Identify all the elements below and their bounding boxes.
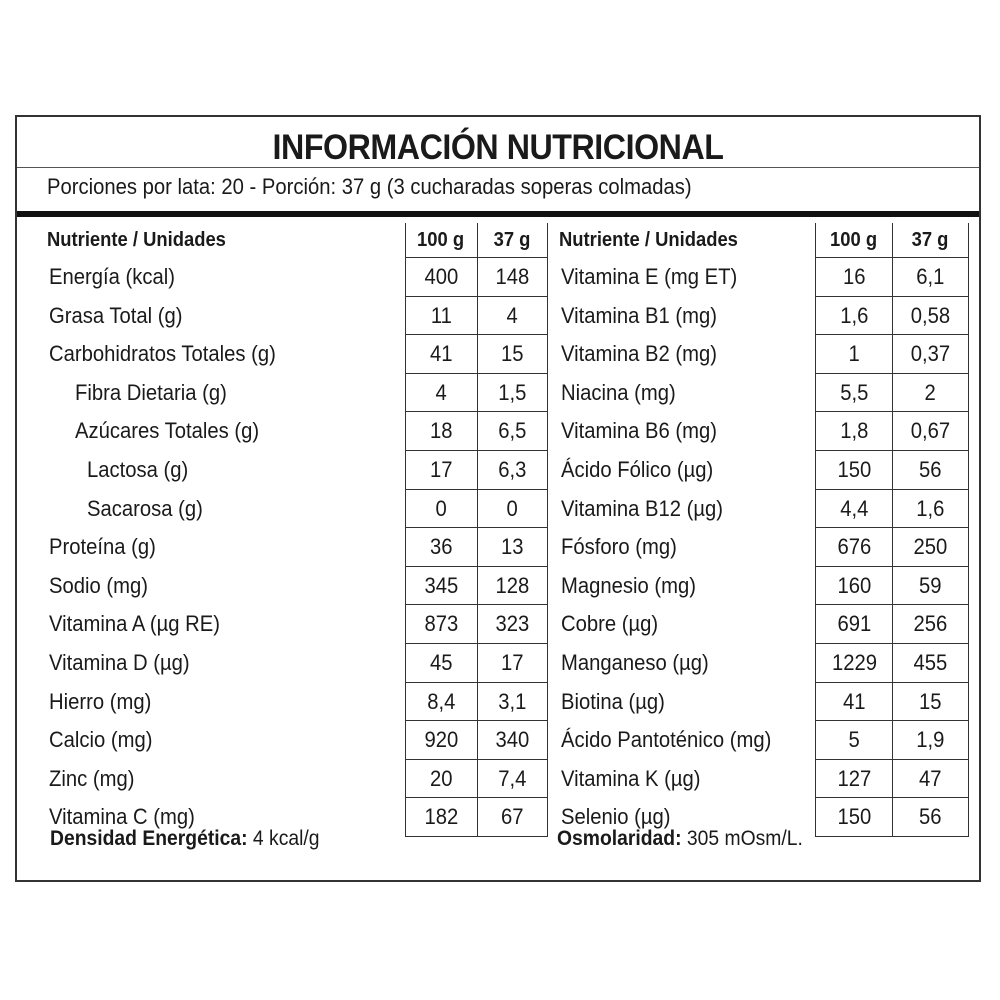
table-row [45, 412, 547, 451]
value-per-100g: 20 [405, 759, 477, 798]
value-per-100g: 11 [405, 296, 477, 335]
value-per-portion: 6,3 [477, 450, 547, 489]
osmolarity-value: 305 mOsm/L. [681, 827, 803, 850]
value-per-portion: 17 [477, 643, 547, 682]
nutrient-name: Grasa Total (g) [49, 302, 183, 328]
value-per-portion: 1,9 [892, 721, 968, 760]
table-row [557, 450, 969, 489]
value-per-portion: 56 [892, 450, 968, 489]
nutrient-name: Fósforo (mg) [561, 534, 677, 560]
nutrient-name: Biotina (µg) [561, 688, 665, 714]
nutrient-name: Azúcares Totales (g) [75, 418, 260, 444]
table-row [45, 682, 547, 721]
value-per-100g: 5,5 [816, 373, 892, 412]
table-row [45, 296, 547, 335]
osmolarity [557, 827, 803, 851]
value-per-100g: 4,4 [816, 489, 892, 528]
table-row [557, 759, 969, 798]
value-per-100g: 676 [816, 528, 892, 567]
nutrient-name: Sodio (mg) [49, 572, 148, 598]
value-per-100g: 691 [816, 605, 892, 644]
value-per-100g: 41 [405, 335, 477, 374]
nutrient-name: Niacina (mg) [561, 379, 676, 405]
nutrient-name: Vitamina D (µg) [49, 649, 190, 675]
nutrient-name: Manganeso (µg) [561, 649, 709, 675]
nutrient-name: Vitamina B12 (µg) [561, 495, 724, 521]
value-per-100g: 1,8 [816, 412, 892, 451]
value-per-100g: 17 [405, 450, 477, 489]
value-per-100g: 1 [816, 335, 892, 374]
value-per-portion: 59 [892, 566, 968, 605]
value-per-100g: 182 [405, 798, 477, 837]
value-per-portion: 3,1 [477, 682, 547, 721]
header-100g: 100 g [405, 223, 477, 258]
value-per-100g: 400 [405, 258, 477, 297]
nutrient-name: Ácido Pantoténico (mg) [561, 727, 772, 753]
value-per-100g: 345 [405, 566, 477, 605]
portion-info: Porciones por lata: 20 - Porción: 37 g (3 cucharadas soperas colmadas) [47, 174, 692, 199]
header-portion: 37 g [477, 223, 547, 258]
table-row [557, 489, 969, 528]
energy-density-value: 4 kcal/g [247, 827, 320, 850]
header-nutrient: Nutriente / Unidades [559, 229, 738, 252]
value-per-100g: 150 [816, 450, 892, 489]
nutrient-name: Zinc (mg) [49, 765, 135, 791]
table-header-row [557, 223, 969, 258]
nutrient-name: Selenio (µg) [561, 804, 671, 830]
value-per-portion: 256 [892, 605, 968, 644]
header-nutrient: Nutriente / Unidades [47, 229, 226, 252]
value-per-100g: 8,4 [405, 682, 477, 721]
table-row [557, 412, 969, 451]
nutrient-name: Vitamina E (mg ET) [561, 264, 738, 289]
right-table-body [557, 258, 969, 837]
value-per-portion: 56 [892, 798, 968, 837]
nutrient-name: Magnesio (mg) [561, 572, 696, 598]
osmolarity-label: Osmolaridad: [557, 827, 682, 850]
value-per-portion: 15 [477, 335, 547, 374]
value-per-100g: 0 [405, 489, 477, 528]
table-row [45, 643, 547, 682]
value-per-portion: 47 [892, 759, 968, 798]
value-per-portion: 6,1 [892, 258, 968, 297]
thick-divider [17, 211, 979, 217]
value-per-portion: 455 [892, 643, 968, 682]
table-row [557, 721, 969, 760]
value-per-portion: 6,5 [477, 412, 547, 451]
table-row [45, 450, 547, 489]
value-per-portion: 4 [477, 296, 547, 335]
value-per-portion: 323 [477, 605, 547, 644]
value-per-100g: 873 [405, 605, 477, 644]
nutrient-table-left [45, 223, 548, 837]
value-per-100g: 41 [816, 682, 892, 721]
value-per-100g: 16 [816, 258, 892, 297]
value-per-100g: 36 [405, 528, 477, 567]
nutrient-name: Sacarosa (g) [87, 495, 203, 521]
value-per-100g: 160 [816, 566, 892, 605]
value-per-100g: 1229 [816, 643, 892, 682]
nutrient-name: Lactosa (g) [87, 456, 189, 482]
left-table-body [45, 258, 547, 837]
nutrient-name: Vitamina B2 (mg) [561, 341, 717, 367]
panel-title: INFORMACIÓN NUTRICIONAL [272, 128, 724, 167]
value-per-portion: 340 [477, 721, 547, 760]
table-row [45, 528, 547, 567]
table-row [557, 566, 969, 605]
value-per-100g: 45 [405, 643, 477, 682]
value-per-100g: 127 [816, 759, 892, 798]
nutrient-name: Ácido Fólico (µg) [561, 456, 714, 482]
value-per-portion: 0,37 [892, 335, 968, 374]
nutrient-name: Fibra Dietaria (g) [75, 379, 227, 405]
energy-density [50, 827, 320, 851]
value-per-portion: 13 [477, 528, 547, 567]
table-row [557, 373, 969, 412]
value-per-100g: 150 [816, 798, 892, 837]
table-header-row [45, 223, 547, 258]
value-per-portion: 148 [477, 258, 547, 297]
header-portion: 37 g [892, 223, 968, 258]
value-per-portion: 7,4 [477, 759, 547, 798]
value-per-100g: 4 [405, 373, 477, 412]
table-row [45, 489, 547, 528]
table-row [45, 566, 547, 605]
table-row [45, 759, 547, 798]
table-row [557, 296, 969, 335]
table-row [45, 335, 547, 374]
table-row [45, 258, 547, 297]
value-per-portion: 250 [892, 528, 968, 567]
nutrient-table-right [557, 223, 969, 837]
nutrient-name: Calcio (mg) [49, 727, 153, 753]
energy-density-label: Densidad Energética: [50, 827, 248, 850]
nutrient-name: Vitamina C (mg) [49, 804, 195, 830]
table-row [45, 721, 547, 760]
table-row [557, 643, 969, 682]
nutrient-name: Vitamina B6 (mg) [561, 418, 717, 444]
value-per-portion: 128 [477, 566, 547, 605]
value-per-100g: 5 [816, 721, 892, 760]
nutrient-name: Vitamina K (µg) [561, 765, 701, 791]
value-per-100g: 1,6 [816, 296, 892, 335]
nutrient-name: Cobre (µg) [561, 611, 659, 637]
header-100g: 100 g [816, 223, 892, 258]
table-row [557, 682, 969, 721]
table-row [557, 258, 969, 297]
value-per-100g: 18 [405, 412, 477, 451]
table-row [557, 528, 969, 567]
value-per-portion: 1,5 [477, 373, 547, 412]
value-per-100g: 920 [405, 721, 477, 760]
nutrient-name: Hierro (mg) [49, 688, 152, 714]
nutrient-name: Proteína (g) [49, 534, 156, 560]
table-row [45, 605, 547, 644]
value-per-portion: 0,67 [892, 412, 968, 451]
table-row [557, 335, 969, 374]
nutrient-name: Vitamina A (µg RE) [49, 611, 221, 637]
nutrient-name: Carbohidratos Totales (g) [49, 341, 276, 367]
nutrient-name: Energía (kcal) [49, 264, 175, 289]
value-per-portion: 0,58 [892, 296, 968, 335]
value-per-portion: 67 [477, 798, 547, 837]
nutrition-facts-panel [15, 115, 981, 882]
table-row [45, 373, 547, 412]
table-row [557, 605, 969, 644]
nutrient-name: Vitamina B1 (mg) [561, 302, 717, 328]
value-per-portion: 0 [477, 489, 547, 528]
title-divider [17, 167, 979, 168]
value-per-portion: 2 [892, 373, 968, 412]
value-per-portion: 1,6 [892, 489, 968, 528]
value-per-portion: 15 [892, 682, 968, 721]
